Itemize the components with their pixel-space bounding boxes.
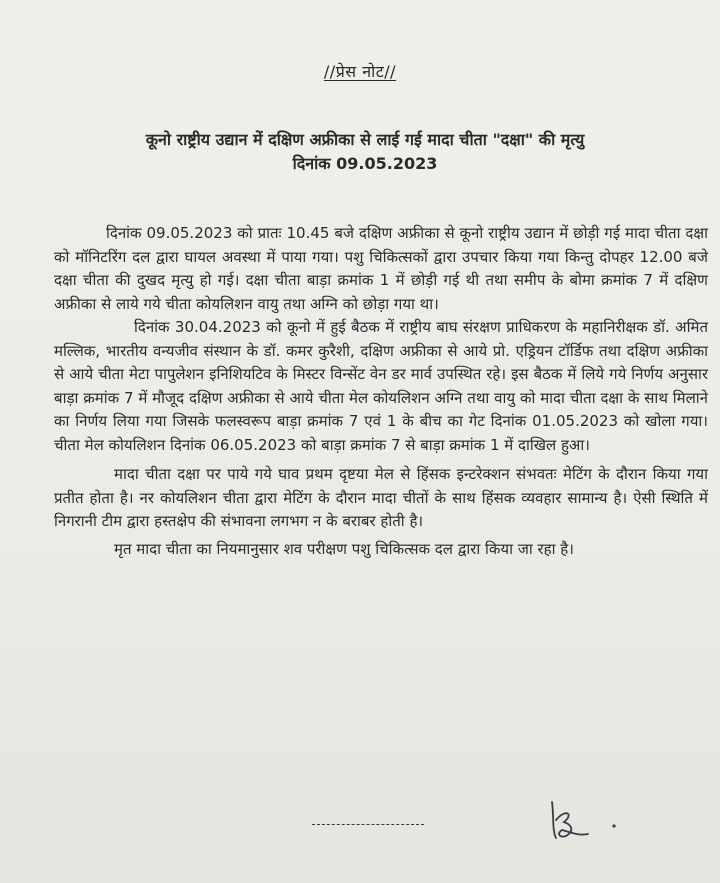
- paragraph-4: मृत मादा चीता का नियमानुसार शव परीक्षण पशु चिकित्सक दल द्वारा किया जा रहा है।: [114, 539, 574, 558]
- press-note-label: //प्रेस नोट//: [323, 62, 397, 81]
- paragraph-2: दिनांक 30.04.2023 को कूनो में हुई बैठक में राष्ट्रीय बाघ संरक्षण प्राधिकरण के महानिरीक्षक डॉ. अमित मल्लिक, भारतीय वन्यजीव संस्थान के डॉ. कमर कुरैशी, दक्षिण अफ्रीका से आये प्रो. एड्रियन टॉर्डिफ तथा दक्षिण अफ्रीका से आये चीता मेटा पापुलेशन इनिशियटिव के मिस्टर विन्सेंट वेन डर मार्व उपस्थित रहे। इस बैठक में लिये गये निर्णय अनुसार बाड़ा क्रमांक 7 में मौजूद दक्षिण अफ्रीका से आये चीता मेल कोयलिशन अग्नि तथा वायु को मादा चीता दक्षा के साथ मिलाने का निर्णय लिया गया जिसके फलस्वरूप बाड़ा क्रमांक 7 एवं 1 के बीच का गेट दिनांक 01.05.2023 को खोला गया। चीता मेल कोयलिशन दिनांक 06.05.2023 को बाड़ा क्रमांक 7 से बाड़ा क्रमांक 1 में दाखिल हुआ।: [54, 318, 708, 454]
- document-body: [54, 222, 708, 561]
- handwritten-signature-icon: [540, 790, 620, 850]
- title-main: कूनो राष्ट्रीय उद्यान में दक्षिण अफ्रीका से लाई गई मादा चीता "दक्षा" की मृत्यु: [145, 130, 585, 149]
- signature-line: [312, 824, 424, 825]
- paragraph-3: मादा चीता दक्षा पर पाये गये घाव प्रथम दृष्टया मेल से हिंसक इन्टरेक्शन संभवतः मेटिंग के दौरान किया गया प्रतीत होता है। नर कोयलिशन चीता द्वारा मेटिंग के दौरान मादा चीतों के साथ हिंसक व्यवहार सामान्य है। ऐसी स्थिति में निगरानी टीम द्वारा हस्तक्षेप की संभावना लगभग न के बराबर होती है।: [54, 465, 708, 530]
- paragraph-1: दिनांक 09.05.2023 को प्रातः 10.45 बजे दक्षिण अफ्रीका से कूनो राष्ट्रीय उद्यान में छोड़ी गई मादा चीता दक्षा को मॉनिटरिंग दल द्वारा घायल अवस्था में पाया गया। पशु चिकित्सकों द्वारा उपचार किया गया किन्तु दोपहर 12.00 बजे दक्षा चीता की दुखद मृत्यु हो गई। दक्षा चीता बाड़ा क्रमांक 1 में छोड़ी गई थी तथा समीप के बोमा क्रमांक 7 में दक्षिण अफ्रीका से लाये गये चीता कोयलिशन वायु तथा अग्नि को छोड़ा गया था।: [54, 224, 708, 313]
- document-title: [40, 128, 690, 176]
- press-note-heading: [0, 60, 720, 82]
- title-date: दिनांक 09.05.2023: [292, 154, 438, 173]
